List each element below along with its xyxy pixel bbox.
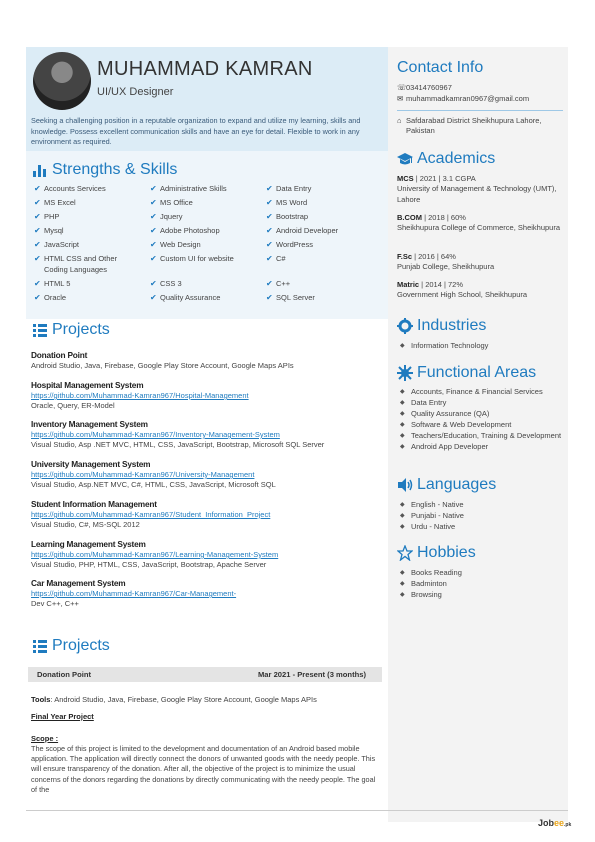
skill-label: Accounts Services (44, 184, 106, 193)
project-tech: Visual Studio, Asp.NET MVC, C#, HTML, CSS, JavaScript, Microsoft SQL (31, 480, 276, 489)
academic-degree: Matric (397, 280, 420, 289)
bullet-icon: ◆ (400, 411, 405, 417)
industries-item: Information Technology (411, 341, 489, 350)
skill-label: Oracle (44, 293, 67, 302)
tools-text: : Android Studio, Java, Firebase, Google Play Store Account, Google Maps APIs (50, 695, 317, 704)
languages-list (400, 500, 565, 533)
checkmark-icon: ✔ (150, 293, 157, 302)
project-item (31, 539, 381, 569)
bullet-icon: ◆ (400, 389, 405, 395)
bullet-icon: ◆ (400, 570, 405, 576)
academic-meta: | 2014 | 72% (419, 280, 464, 289)
footer-divider (26, 810, 568, 811)
academic-header (397, 174, 562, 184)
academic-institution: University of Management & Technology (UMT), Lahore (397, 184, 557, 204)
hobbies-list (400, 568, 565, 601)
skill-item (34, 212, 139, 223)
checkmark-icon: ✔ (266, 240, 273, 249)
bullet-icon: ◆ (400, 502, 405, 508)
project-item (31, 578, 381, 608)
address-line (397, 116, 557, 136)
checkmark-icon: ✔ (150, 212, 157, 221)
bullet-icon: ◆ (400, 433, 405, 439)
project-link[interactable]: https://github.com/Muhammad-Kamran967/Car-Management- (31, 589, 237, 598)
academic-institution: Government High School, Sheikhupura (397, 290, 528, 300)
bullet-icon: ◆ (400, 524, 405, 530)
scope-label: Scope : (31, 734, 59, 743)
checkmark-icon: ✔ (266, 254, 273, 263)
skill-item (150, 254, 255, 265)
bullet-icon: ◆ (400, 513, 405, 519)
academic-institution: Punjab College, Sheikhupura (397, 262, 495, 272)
bullet-icon: ◆ (400, 592, 405, 598)
skill-item (150, 212, 255, 223)
checkmark-icon: ✔ (266, 212, 273, 221)
checkmark-icon: ✔ (266, 279, 273, 288)
skill-item (34, 226, 139, 237)
skill-item (34, 198, 139, 209)
skill-label: SQL Server (276, 293, 315, 302)
skill-item (150, 240, 255, 251)
project-name: Car Management System (31, 578, 126, 588)
skill-item (266, 212, 371, 223)
academic-item (397, 174, 562, 205)
list-item (400, 568, 565, 579)
project-item (31, 459, 381, 489)
phone-icon: ☏ (397, 83, 407, 92)
project-item (31, 499, 381, 529)
final-year-project: Final Year Project (31, 712, 94, 721)
project-tech: Visual Studio, C#, MS-SQL 2012 (31, 520, 140, 529)
contact-divider (397, 110, 563, 111)
bullet-icon: ◆ (400, 581, 405, 587)
skill-item (266, 254, 371, 265)
project-link[interactable]: https://github.com/Muhammad-Kamran967/Hospital-Management (31, 391, 249, 400)
functional-heading (397, 364, 536, 382)
academic-item (397, 280, 562, 301)
project-tech: Android Studio, Java, Firebase, Google Play Store Account, Google Maps APIs (31, 361, 294, 370)
skill-item (266, 226, 371, 237)
project-name: Hospital Management System (31, 380, 144, 390)
home-icon: ⌂ (397, 116, 402, 125)
list-icon (32, 322, 48, 338)
industries-list (400, 341, 565, 352)
projects-title: Projects (52, 321, 110, 338)
skill-label: Administrative Skills (160, 184, 227, 193)
profile-photo (33, 52, 91, 110)
academic-degree: F.Sc (397, 252, 413, 261)
skill-label: HTML 5 (44, 279, 71, 288)
project-tech: Visual Studio, PHP, HTML, CSS, JavaScript, Bootstrap, Apache Server (31, 560, 267, 569)
bar-chart-icon (32, 162, 48, 178)
skill-label: Quality Assurance (160, 293, 221, 302)
skill-item (150, 279, 255, 290)
candidate-role: UI/UX Designer (97, 86, 174, 98)
languages-item: English - Native (411, 500, 464, 509)
list-icon (32, 638, 48, 654)
skill-label: Jquery (160, 212, 183, 221)
project-detail-bar (28, 667, 382, 682)
hobbies-heading (397, 544, 476, 562)
skill-item (150, 293, 255, 304)
academic-item (397, 252, 562, 273)
skill-item (34, 240, 139, 251)
functional-item: Data Entry (411, 398, 447, 407)
academic-header (397, 213, 562, 223)
languages-item: Punjabi - Native (411, 511, 464, 520)
checkmark-icon: ✔ (266, 293, 273, 302)
list-item (400, 522, 565, 533)
project-detail-date: Mar 2021 - Present (3 months) (257, 670, 366, 679)
functional-item: Teachers/Education, Training & Development (411, 431, 562, 440)
bullet-icon: ◆ (400, 444, 405, 450)
functional-list (400, 387, 565, 453)
hobbies-item: Badminton (411, 579, 447, 588)
academic-degree: B.COM (397, 213, 422, 222)
checkmark-icon: ✔ (34, 279, 41, 288)
candidate-name: MUHAMMAD KAMRAN (97, 58, 313, 80)
address-text: Safdarabad District Sheikhupura Lahore, Pakistan (406, 116, 542, 135)
languages-item: Urdu - Native (411, 522, 456, 531)
academics-title: Academics (417, 150, 496, 167)
email-line (397, 94, 529, 103)
academic-meta: | 2018 | 60% (422, 213, 466, 222)
skill-label: WordPress (276, 240, 313, 249)
functional-title: Functional Areas (417, 364, 537, 381)
academic-institution: Sheikhupura College of Commerce, Sheikhupura (397, 223, 561, 233)
academic-meta: | 2016 | 64% (412, 252, 456, 261)
skill-label: Android Developer (276, 226, 339, 235)
list-item (400, 398, 565, 409)
project-name: Student Information Management (31, 499, 157, 509)
skill-item (150, 184, 255, 195)
languages-title: Languages (417, 476, 497, 493)
tools-label: Tools (31, 695, 51, 704)
functional-item: Software & Web Development (411, 420, 512, 429)
strengths-heading (32, 161, 177, 179)
list-item (400, 442, 565, 453)
project-tech: Oracle, Query, ER-Model (31, 401, 115, 410)
skill-label: Mysql (44, 226, 64, 235)
list-item (400, 387, 565, 398)
skill-label: PHP (44, 212, 60, 221)
skill-label: JavaScript (44, 240, 80, 249)
list-item (400, 579, 565, 590)
skill-label: C# (276, 254, 286, 263)
checkmark-icon: ✔ (266, 198, 273, 207)
skill-label: MS Excel (44, 198, 76, 207)
skill-item (34, 293, 139, 304)
list-item (400, 341, 565, 352)
sun-gear-icon (397, 365, 413, 381)
project-tech: Visual Studio, Asp .NET MVC, HTML, CSS, JavaScript, Bootstrap, Microsoft SQL Server (31, 440, 325, 449)
bullet-icon: ◆ (400, 400, 405, 406)
skill-item (34, 184, 139, 195)
skill-label: Custom UI for website (160, 254, 234, 263)
project-item (31, 380, 381, 410)
skill-item (266, 198, 371, 209)
checkmark-icon: ✔ (34, 293, 41, 302)
skill-item (266, 184, 371, 195)
project-name: Inventory Management System (31, 419, 148, 429)
checkmark-icon: ✔ (266, 226, 273, 235)
phone-line (397, 83, 452, 92)
skill-item (266, 279, 371, 290)
skill-item (150, 226, 255, 237)
email-text[interactable]: muhammadkamran0967@gmail.com (406, 94, 530, 103)
contact-title: Contact Info (397, 59, 484, 76)
hobbies-item: Browsing (411, 590, 442, 599)
tools-line (31, 695, 317, 704)
checkmark-icon: ✔ (150, 198, 157, 207)
checkmark-icon: ✔ (34, 198, 41, 207)
checkmark-icon: ✔ (150, 254, 157, 263)
skill-label: Data Entry (276, 184, 312, 193)
skill-label: CSS 3 (160, 279, 182, 288)
project-name: Learning Management System (31, 539, 146, 549)
functional-item: Quality Assurance (QA) (411, 409, 490, 418)
checkmark-icon: ✔ (150, 184, 157, 193)
project-name: University Management System (31, 459, 151, 469)
skill-label: Adobe Photoshop (160, 226, 220, 235)
skill-label: HTML CSS and Other Coding Languages (44, 254, 118, 274)
strengths-title: Strengths & Skills (52, 161, 178, 178)
projects2-title: Projects (52, 637, 110, 654)
skill-label: MS Word (276, 198, 308, 207)
checkmark-icon: ✔ (34, 240, 41, 249)
list-item (400, 409, 565, 420)
list-item (400, 590, 565, 601)
envelope-icon: ✉ (397, 94, 404, 103)
checkmark-icon: ✔ (34, 184, 41, 193)
checkmark-icon: ✔ (34, 212, 41, 221)
skill-label: Bootstrap (276, 212, 309, 221)
summary-text: Seeking a challenging position in a reputable organization to expand and utilize my learning, skills and knowledge. Possess excellent communication skills and have an eye for detail. Flexible to work in any environment as required. (31, 116, 361, 147)
academic-item (397, 213, 562, 234)
checkmark-icon: ✔ (150, 226, 157, 235)
hobbies-title: Hobbies (417, 544, 476, 561)
checkmark-icon: ✔ (150, 240, 157, 249)
academic-header (397, 252, 562, 262)
skill-item (266, 293, 371, 304)
academic-meta: | 2021 | 3.1 CGPA (413, 174, 476, 183)
functional-item: Accounts, Finance & Financial Services (411, 387, 543, 396)
graduation-cap-icon (397, 151, 413, 167)
project-link[interactable]: https://github.com/Muhammad-Kamran967/Student_Information_Project (31, 510, 271, 519)
project-link[interactable]: https://github.com/Muhammad-Kamran967/Inventory-Management-System (31, 430, 280, 439)
skill-label: C++ (276, 279, 291, 288)
jobee-logo: Jobee.pk (538, 818, 572, 828)
project-item (31, 419, 381, 449)
functional-item: Android App Developer (411, 442, 489, 451)
skill-item (34, 279, 139, 290)
checkmark-icon: ✔ (34, 254, 41, 263)
star-icon (397, 545, 413, 561)
gear-icon (397, 318, 413, 334)
projects-heading (32, 321, 110, 339)
project-link[interactable]: https://github.com/Muhammad-Kamran967/University-Management (31, 470, 255, 479)
academics-heading (397, 150, 495, 168)
project-tech: Dev C++, C++ (31, 599, 79, 608)
list-item (400, 431, 565, 442)
skill-item (150, 198, 255, 209)
academic-header (397, 280, 562, 290)
speaker-icon (397, 477, 413, 493)
scope-text: The scope of this project is limited to the development and documentation of an Android based mobile application. The application will directly connect the donors of unwanted goods with the needy people. This will ensure transparency of the donation. After all, the objective of the project is to minimize the usual concerns of the donors regarding the donations by directly communicating with the needy people. The goal of the (31, 744, 376, 794)
industries-title: Industries (417, 317, 487, 334)
project-name: Donation Point (31, 350, 88, 360)
checkmark-icon: ✔ (266, 184, 273, 193)
phone-text: 03414760967 (406, 83, 452, 92)
academic-degree: MCS (397, 174, 414, 183)
checkmark-icon: ✔ (34, 226, 41, 235)
hobbies-item: Books Reading (411, 568, 462, 577)
skill-item (34, 254, 139, 275)
list-item (400, 511, 565, 522)
project-item (31, 350, 381, 370)
languages-heading (397, 476, 496, 494)
project-detail-name: Donation Point (37, 670, 91, 679)
skill-label: Web Design (160, 240, 201, 249)
projects-heading-2 (32, 637, 110, 655)
list-item (400, 420, 565, 431)
skill-label: MS Office (160, 198, 193, 207)
industries-heading (397, 317, 486, 335)
bullet-icon: ◆ (400, 343, 405, 349)
checkmark-icon: ✔ (150, 279, 157, 288)
bullet-icon: ◆ (400, 422, 405, 428)
list-item (400, 500, 565, 511)
contact-heading (397, 59, 483, 77)
project-link[interactable]: https://github.com/Muhammad-Kamran967/Learning-Management-System (31, 550, 279, 559)
skill-item (266, 240, 371, 251)
